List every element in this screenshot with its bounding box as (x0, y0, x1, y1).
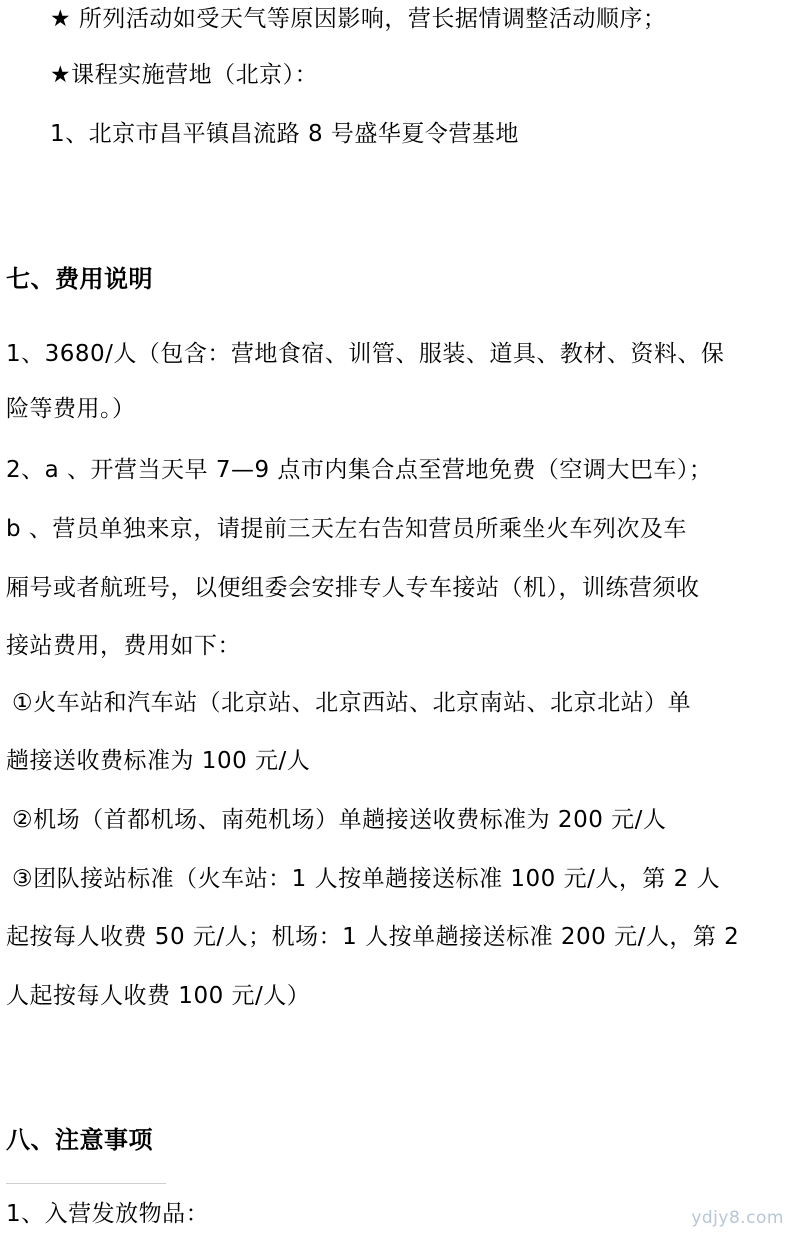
text-line-fee-2b: b 、营员单独来京，请提前三天左右告知营员所乘坐火车列次及车 (6, 516, 687, 542)
text-line-fee-1a: 1、3680/人（包含：营地食宿、训管、服装、道具、教材、资料、保 (6, 341, 725, 367)
section-heading-notes: 八、注意事项 (6, 1126, 153, 1154)
watermark-text: ydjy8.com (691, 1208, 784, 1228)
text-line-fee-1b: 险等费用。） (6, 396, 136, 422)
footnote-divider (6, 1183, 166, 1184)
text-line-charge-2: ②机场（首都机场、南苑机场）单趟接送收费标准为 200 元/人 (12, 807, 667, 833)
section-heading-fees: 七、费用说明 (6, 265, 153, 293)
text-line-charge-1a: ①火车站和汽车站（北京站、北京西站、北京南站、北京北站）单 (12, 690, 692, 716)
text-line-notes-1: 1、入营发放物品： (6, 1201, 210, 1227)
text-line-camp-address: 1、北京市昌平镇昌流路 8 号盛华夏令营基地 (50, 121, 519, 147)
text-line-charge-1b: 趟接送收费标准为 100 元/人 (6, 748, 311, 774)
text-line-fee-2d: 接站费用，费用如下： (6, 633, 241, 659)
text-line-weather-note: ★ 所列活动如受天气等原因影响，营长据情调整活动顺序； (50, 6, 667, 32)
text-line-charge-3c: 人起按每人收费 100 元/人） (6, 983, 311, 1009)
text-line-charge-3b: 起按每人收费 50 元/人；机场：1 人按单趟接送标准 200 元/人，第 2 (6, 924, 740, 950)
text-line-fee-2c: 厢号或者航班号，以便组委会安排专人专车接站（机），训练营须收 (6, 575, 700, 601)
text-line-charge-3a: ③团队接站标准（火车站：1 人按单趟接送标准 100 元/人，第 2 人 (12, 866, 721, 892)
text-line-fee-2a: 2、a 、开营当天早 7—9 点市内集合点至营地免费（空调大巴车）； (6, 457, 713, 483)
text-line-camp-location-title: ★课程实施营地（北京）： (50, 62, 319, 88)
